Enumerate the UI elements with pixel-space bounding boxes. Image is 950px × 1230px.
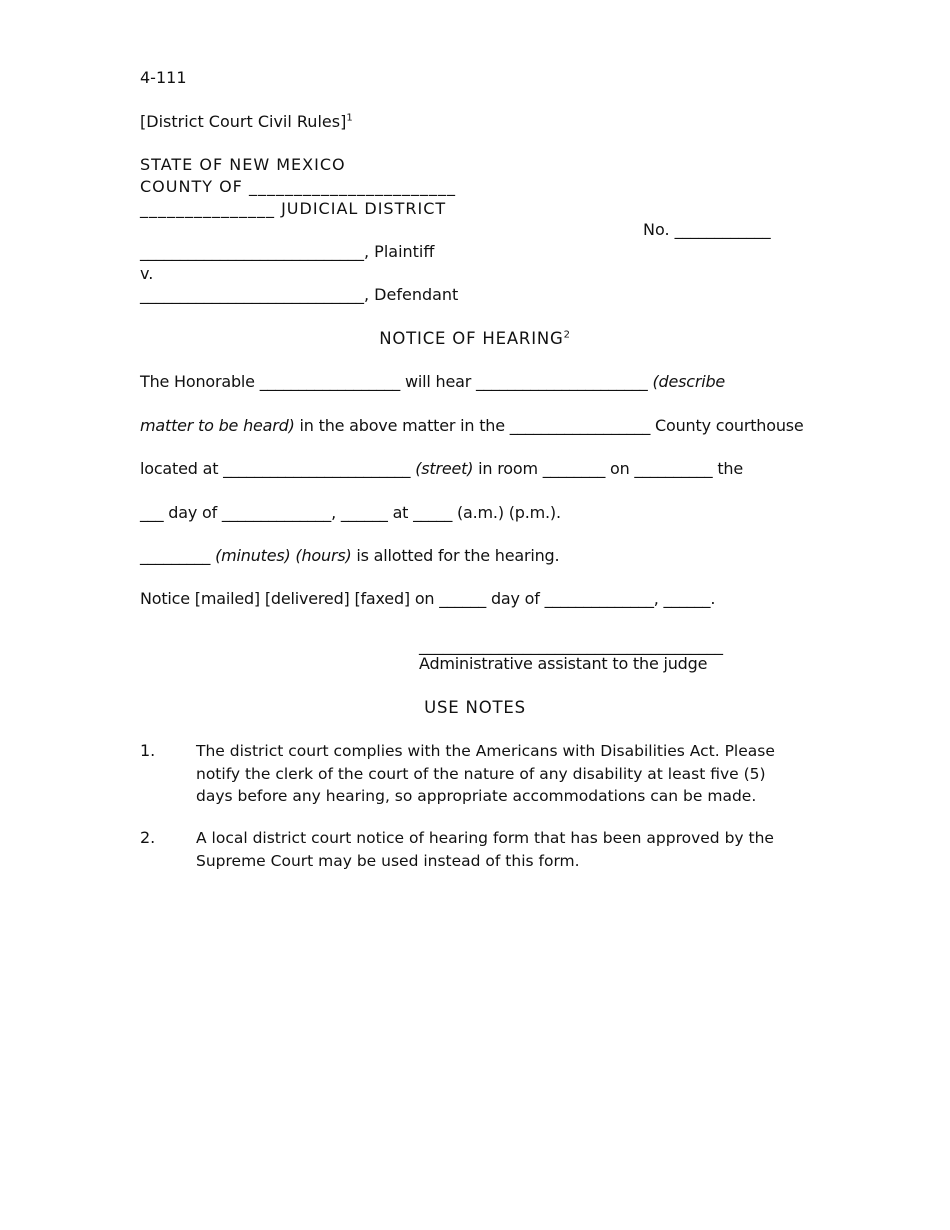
caption-versus: v.	[140, 264, 154, 283]
body-line-1	[140, 372, 725, 392]
use-note-number: 2.	[140, 828, 156, 847]
caption-state: STATE OF NEW MEXICO	[140, 155, 346, 174]
body-line-2-text: in the above matter in the __________________ County courthouse	[294, 416, 804, 435]
use-note-text: A local district court notice of hearing form that has been approved by the Supreme Court may be used instead of this form.	[196, 829, 774, 870]
caption-plaintiff: ____________________________, Plaintiff	[140, 242, 435, 261]
use-note-text: The district court complies with the Americans with Disabilities Act. Please notify the clerk of the court of the nature of any disability at least five (5) days before any hearing, so appropriate accommodations can be made.	[196, 742, 775, 805]
signature-line: ______________________________________	[419, 636, 723, 655]
notice-title-text: NOTICE OF HEARING	[379, 329, 564, 348]
body-line-3-text-a: located at ________________________	[140, 459, 416, 478]
body-line-5-text-c: is allotted for the hearing.	[351, 546, 560, 565]
caption-defendant: ____________________________, Defendant	[140, 285, 459, 304]
form-number: 4-111	[140, 68, 187, 87]
body-line-1-italic: (describe	[652, 372, 726, 391]
body-line-5	[140, 546, 559, 566]
footnote-marker-2: 2	[563, 329, 571, 341]
notice-title	[0, 329, 950, 349]
body-line-3	[140, 459, 743, 479]
rules-header	[140, 112, 353, 132]
body-line-3-text-c: in room ________ on __________ the	[473, 459, 743, 478]
body-line-1-text: The Honorable __________________ will hear ______________________	[140, 372, 653, 391]
body-line-2-italic: matter to be heard)	[140, 416, 295, 435]
signature-label: Administrative assistant to the judge	[419, 654, 708, 673]
rules-header-text: [District Court Civil Rules]	[140, 112, 347, 131]
use-notes-title: USE NOTES	[424, 698, 526, 717]
body-line-5-text-a: _________	[140, 546, 216, 565]
footnote-marker-1: 1	[346, 112, 353, 124]
caption-county: COUNTY OF _______________________	[140, 177, 456, 196]
use-note-number: 1.	[140, 741, 156, 760]
body-line-6: Notice [mailed] [delivered] [faxed] on ______ day of ______________, ______.	[140, 589, 716, 608]
body-line-4: ___ day of ______________, ______ at _____ (a.m.) (p.m.).	[140, 503, 561, 522]
caption-district: _______________ JUDICIAL DISTRICT	[140, 199, 447, 218]
body-line-3-italic: (street)	[415, 459, 474, 478]
case-number: No. ____________	[643, 220, 771, 239]
body-line-5-italic: (minutes) (hours)	[215, 546, 352, 565]
body-line-2	[140, 416, 804, 436]
